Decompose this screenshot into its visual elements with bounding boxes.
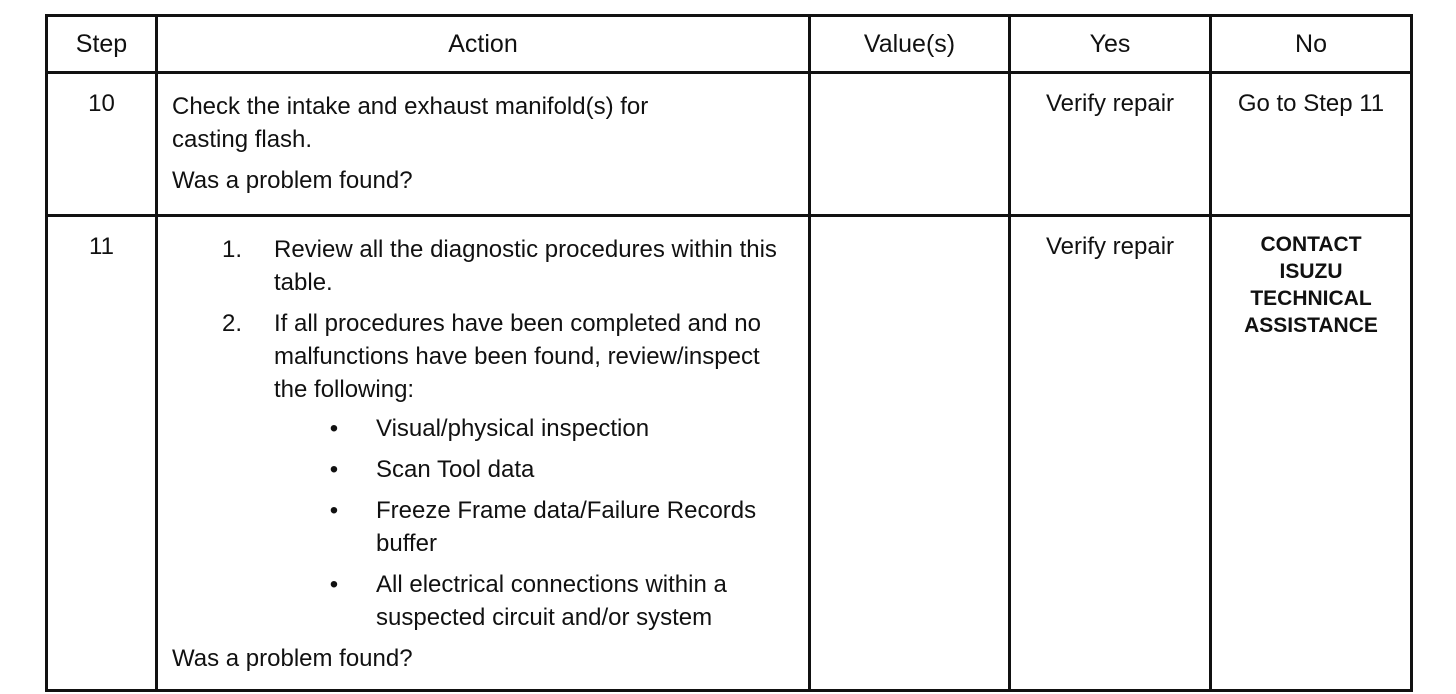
action-text: casting flash. — [172, 126, 313, 153]
question-text: Was a problem found? — [172, 645, 413, 672]
action-cell — [157, 73, 810, 216]
table-row — [47, 216, 1412, 691]
contact-text: TECHNICAL — [1250, 287, 1372, 310]
procedure-list — [172, 233, 798, 634]
inspection-item — [324, 412, 798, 445]
question-text: Was a problem found? — [172, 167, 413, 194]
procedure-item — [222, 233, 798, 299]
inspection-text: Scan Tool data — [376, 456, 535, 483]
yes-cell: Verify repair — [1010, 216, 1211, 691]
no-cell — [1211, 216, 1412, 691]
inspection-item — [324, 453, 798, 486]
inspection-item — [324, 568, 798, 634]
procedure-text: If all procedures have been completed and no malfunctions have been found, review/inspect the following: — [274, 310, 761, 403]
procedure-text: Review all the diagnostic procedures within this table. — [274, 236, 777, 296]
inspection-text: Freeze Frame data/Failure Records buffer — [376, 497, 757, 557]
contact-text: ASSISTANCE — [1244, 314, 1378, 337]
header-action: Action — [157, 16, 810, 73]
bullet-icon: • — [329, 497, 339, 524]
action-text: Check the intake and exhaust manifold(s) for — [172, 93, 649, 120]
inspection-text: All electrical connections within a suspected circuit and/or system — [376, 571, 727, 631]
no-cell: Go to Step 11 — [1211, 73, 1412, 216]
contact-text: ISUZU — [1279, 260, 1343, 283]
header-values: Value(s) — [810, 16, 1010, 73]
procedure-number: 1. — [222, 236, 243, 263]
yes-cell: Verify repair — [1010, 73, 1211, 216]
bullet-icon: • — [329, 415, 339, 442]
header-no: No — [1211, 16, 1412, 73]
action-cell — [157, 216, 810, 691]
inspection-text: Visual/physical inspection — [376, 415, 650, 442]
value-cell — [810, 216, 1010, 691]
step-number: 10 — [47, 73, 157, 216]
inspection-item — [324, 494, 798, 560]
inspection-list — [274, 412, 798, 634]
value-cell — [810, 73, 1010, 216]
bullet-icon: • — [329, 456, 339, 483]
step-number: 11 — [47, 216, 157, 691]
header-yes: Yes — [1010, 16, 1211, 73]
header-row — [47, 16, 1412, 73]
contact-text: CONTACT — [1260, 233, 1362, 256]
procedure-number: 2. — [222, 310, 243, 337]
header-step: Step — [47, 16, 157, 73]
bullet-icon: • — [329, 571, 339, 598]
table-row — [47, 73, 1412, 216]
procedure-item — [222, 307, 798, 634]
diagnostic-table — [45, 14, 1413, 692]
